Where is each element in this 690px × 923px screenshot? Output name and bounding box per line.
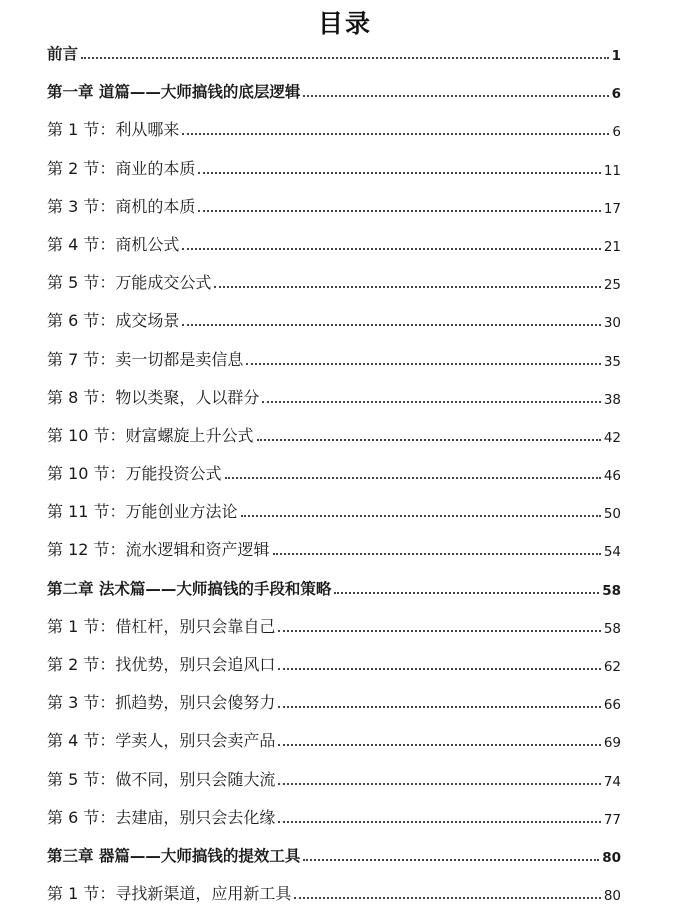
dot-leader [303, 859, 599, 861]
toc-entry-section[interactable] [47, 681, 621, 719]
toc-entry-page-number: 21 [603, 238, 621, 255]
dot-leader [241, 515, 601, 517]
toc-entry-section[interactable] [47, 605, 621, 643]
toc-entry-label: 第 5 节：万能成交公式 [47, 273, 212, 293]
toc-entry-section[interactable] [47, 490, 621, 528]
toc-entry-label: 前言 [47, 45, 79, 63]
toc-entry-page-number: 6 [611, 86, 621, 103]
toc-entry-page-number: 62 [603, 659, 621, 675]
toc-entry-section[interactable] [47, 643, 621, 681]
dot-leader [262, 401, 600, 403]
toc-entry-preface[interactable] [47, 40, 621, 70]
toc-entry-label: 第 5 节：做不同，别只会随大流 [47, 769, 276, 789]
toc-entry-label: 第 1 节：借杠杆，别只会靠自己 [47, 616, 276, 636]
toc-entry-chapter[interactable] [47, 70, 621, 108]
toc-entry-page-number: 11 [603, 162, 621, 179]
dot-leader [214, 286, 600, 288]
toc-entry-page-number: 38 [603, 391, 621, 408]
toc-entry-label: 第 7 节：卖一切都是卖信息 [47, 349, 244, 369]
dot-leader [257, 439, 601, 441]
toc-entry-page-number: 17 [603, 200, 621, 217]
toc-entry-section[interactable] [47, 376, 621, 414]
toc-entry-label: 第 10 节：万能投资公式 [47, 464, 222, 484]
toc-entry-section[interactable] [47, 452, 621, 490]
toc-entry-section[interactable] [47, 299, 621, 337]
toc-entry-label: 第 2 节：找优势，别只会追风口 [47, 655, 276, 674]
toc-entry-section[interactable] [47, 337, 621, 375]
toc-entry-page-number: 46 [603, 468, 621, 485]
toc-entry-label: 第 6 节：成交场景 [47, 311, 180, 331]
dot-leader [278, 630, 600, 632]
toc-entry-label: 第二章 法术篇——大师搞钱的手段和策略 [47, 579, 332, 598]
toc-entry-section[interactable] [47, 108, 621, 146]
toc-entry-page-number: 58 [602, 582, 621, 599]
page-title: 目录 [317, 9, 372, 38]
dot-leader [246, 363, 600, 365]
toc-entry-page-number: 30 [603, 315, 621, 332]
toc-entry-page-number: 66 [603, 697, 621, 714]
toc-entry-label: 第 2 节：商业的本质 [47, 158, 196, 178]
dot-leader [225, 477, 601, 479]
toc-entry-page-number: 80 [602, 849, 621, 866]
dot-leader [182, 248, 600, 250]
toc-entry-section[interactable] [47, 185, 621, 223]
toc-entry-section[interactable] [47, 719, 621, 757]
toc-entry-section[interactable] [47, 146, 621, 184]
toc-entry-section[interactable] [47, 223, 621, 261]
toc-entry-label: 第 1 节：利从哪来 [47, 120, 180, 140]
toc-entry-page-number: 74 [603, 773, 621, 790]
dot-leader [182, 324, 600, 326]
dot-leader [334, 592, 599, 594]
toc-entry-section[interactable] [47, 796, 621, 834]
toc-entry-label: 第 4 节：商机公式 [47, 234, 180, 254]
toc-entry-label: 第 11 节：万能创业方法论 [47, 502, 238, 522]
toc-entry-label: 第 10 节：财富螺旋上升公式 [47, 425, 254, 445]
toc-entry-page-number: 1 [611, 48, 621, 64]
dot-leader [198, 210, 600, 212]
dot-leader [198, 172, 600, 174]
dot-leader [278, 706, 600, 708]
toc-entry-label: 第 3 节：抓趋势，别只会傻努力 [47, 693, 276, 713]
toc-entry-section[interactable] [47, 757, 621, 795]
toc-entry-page-number: 42 [603, 429, 621, 446]
toc-entry-label: 第 6 节：去建庙，别只会去化缘 [47, 807, 276, 827]
toc-entry-section[interactable] [47, 414, 621, 452]
toc-entry-page-number: 54 [603, 544, 621, 561]
dot-leader [81, 57, 609, 59]
dot-leader [278, 744, 600, 746]
toc-entry-page-number: 80 [603, 888, 621, 905]
toc-entry-page-number: 69 [603, 735, 621, 752]
toc-entry-page-number: 6 [612, 124, 621, 141]
toc-entry-page-number: 35 [603, 353, 621, 370]
toc-entry-page-number: 77 [603, 811, 621, 828]
toc-entry-page-number: 50 [603, 506, 621, 523]
toc-entry-label: 第 1 节：寻找新渠道，应用新工具 [47, 884, 292, 904]
toc-entry-section[interactable] [47, 528, 621, 566]
toc-entry-label: 第三章 器篇——大师搞钱的提效工具 [47, 846, 301, 865]
toc-entry-label: 第 8 节：物以类聚，人以群分 [47, 387, 260, 407]
dot-leader [182, 133, 609, 135]
table-of-contents [47, 40, 621, 910]
dot-leader [273, 553, 601, 555]
dot-leader [278, 821, 600, 823]
toc-entry-page-number: 58 [603, 620, 621, 637]
toc-entry-label: 第 12 节：流水逻辑和资产逻辑 [47, 540, 270, 560]
toc-entry-section[interactable] [47, 872, 621, 910]
toc-entry-label: 第一章 道篇——大师搞钱的底层逻辑 [47, 83, 301, 102]
toc-entry-chapter[interactable] [47, 834, 621, 872]
dot-leader [278, 668, 600, 670]
dot-leader [278, 783, 600, 785]
toc-entry-page-number: 25 [603, 277, 621, 294]
dot-leader [294, 897, 600, 899]
toc-entry-section[interactable] [47, 261, 621, 299]
toc-entry-chapter[interactable] [47, 566, 621, 604]
toc-entry-label: 第 3 节：商机的本质 [47, 196, 196, 216]
toc-entry-label: 第 4 节：学卖人，别只会卖产品 [47, 731, 276, 751]
dot-leader [303, 95, 608, 97]
